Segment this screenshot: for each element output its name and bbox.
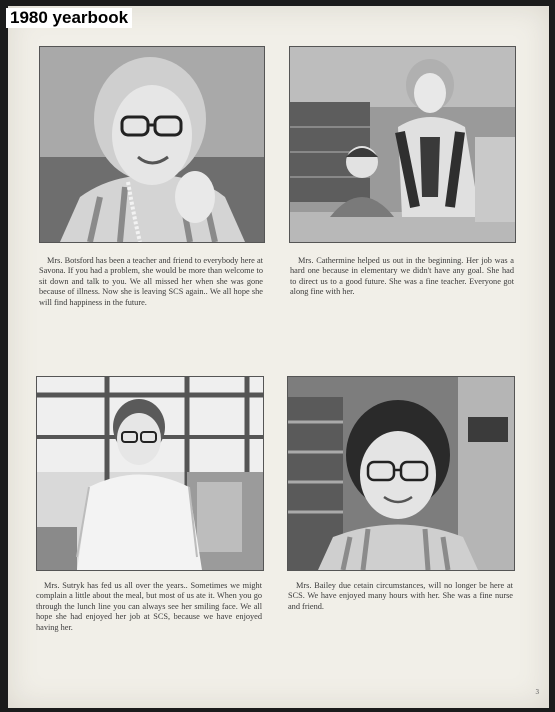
caption-botsford: Mrs. Botsford has been a teacher and friend to everybody here at Savona. If you had a problem, she would be more than welcome to sit down and talk to you. We all missed her when she was gone because of illness. Now she is leaving SCS again.. We all hope she will find happiness in the future. [39,256,263,307]
yearbook-page [8,6,549,708]
caption-cathermine: Mrs. Cathermine helped us out in the beginning. Her job was a hard one because in elementary we didn't have any goal. She had to direct us to a good future. She was a fine teacher. Everyone got along fine with her. [290,256,514,297]
kitchen-photo-icon [37,377,263,570]
caption-bailey: Mrs. Bailey due cetain circumstances, will no longer be here at SCS. We have enjoyed many hours with her. She was a fine nurse and friend. [288,581,513,611]
photo-botsford [39,46,265,243]
classroom-photo-icon [290,47,515,242]
photo-sutryk [36,376,264,571]
photo-bailey [287,376,515,571]
photo-cathermine [289,46,516,243]
caption-sutryk: Mrs. Sutryk has fed us all over the years.. Sometimes we might complain a little about the meal, but most of us ate it. When you go through the lunch line you can always see her smiling face. We all hope she had enjoyed her job at SCS, because we have enjoyed having her. [36,581,262,632]
page-number: 3 [535,688,539,696]
page-title: 1980 yearbook [6,8,132,28]
portrait-photo-icon [288,377,514,570]
portrait-photo-icon [40,47,264,242]
